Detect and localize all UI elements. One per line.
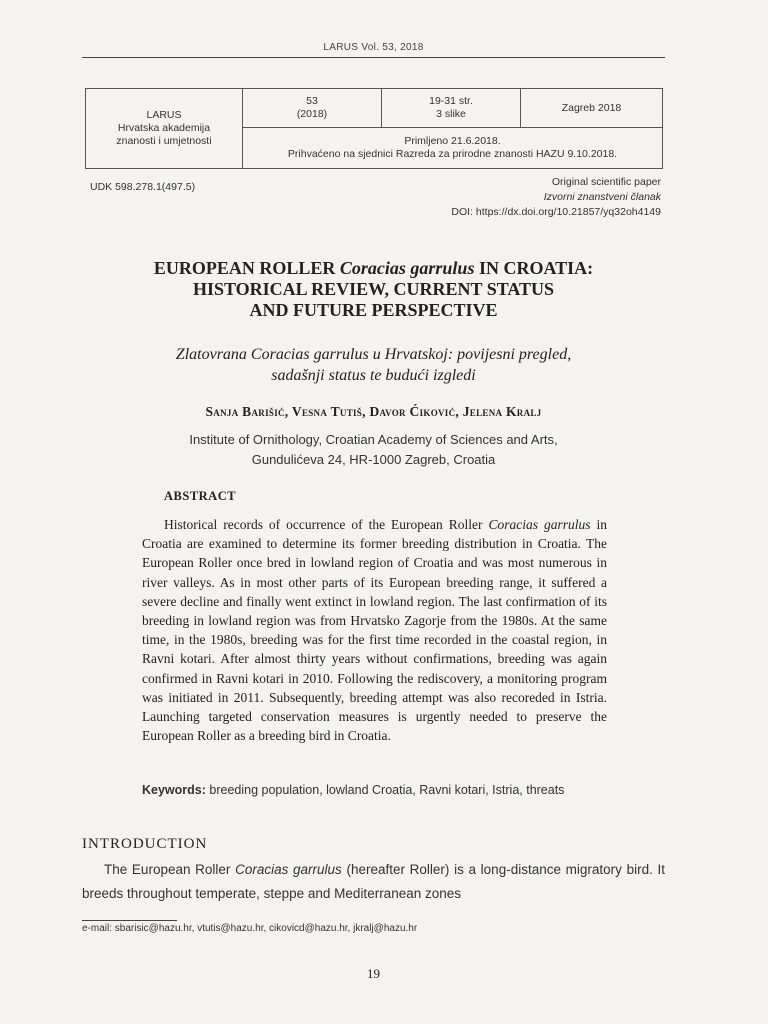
- abstract-text-start: Historical records of occurrence of the European Roller: [164, 517, 489, 532]
- paper-type-croatian: Izvorni znanstveni članak: [543, 191, 661, 203]
- received-date: Primljeno 21.6.2018.: [404, 135, 501, 147]
- affiliation-line-2: Gundulićeva 24, HR-1000 Zagreb, Croatia: [251, 452, 496, 467]
- introduction-heading: INTRODUCTION: [82, 836, 208, 852]
- page-number: 19: [367, 966, 380, 981]
- article-title: [82, 258, 665, 321]
- volume-year: (2018): [296, 108, 328, 120]
- affiliation-line-1: Institute of Ornithology, Croatian Academy of Sciences and Arts,: [189, 432, 558, 447]
- running-head: LARUS Vol. 53, 2018: [323, 42, 424, 53]
- intro-species: Coracias garrulus: [235, 862, 342, 877]
- place-year-cell: [521, 89, 663, 128]
- subtitle-line-2: sadašnji status te budući izgledi: [271, 367, 476, 384]
- journal-publisher-line2: znanosti i umjetnosti: [116, 135, 212, 147]
- abstract-text: [142, 515, 607, 745]
- keywords: [142, 781, 607, 800]
- publication-info-table: [85, 88, 663, 169]
- udk-code: UDK 598.278.1(497.5): [90, 181, 196, 193]
- title-line-1: [82, 258, 665, 279]
- paper-type-english: Original scientific paper: [551, 176, 661, 188]
- volume-number: 53: [306, 95, 318, 107]
- page-range: 19-31 str.: [429, 95, 473, 107]
- paper-type-block: [451, 175, 661, 220]
- title-part-1: EUROPEAN ROLLER: [153, 258, 340, 278]
- footnote-emails: e-mail: sbarisic@hazu.hr, vtutis@hazu.hr, cikovicd@hazu.hr, jkralj@hazu.hr: [82, 923, 418, 934]
- intro-text-rest: (hereafter Roller) is a long-distance migratory bird. It breeds throughout temperate, steppe and Mediterranean zones: [82, 862, 666, 901]
- title-line-2: HISTORICAL REVIEW, CURRENT STATUS: [192, 279, 555, 299]
- journal-publisher-line1: Hrvatska akademija: [117, 122, 211, 134]
- title-line-3: AND FUTURE PERSPECTIVE: [249, 300, 498, 320]
- article-subtitle: [82, 344, 665, 386]
- pages-cell: [382, 89, 521, 128]
- intro-text-start: The European Roller: [104, 862, 236, 877]
- affiliation: [82, 430, 665, 470]
- volume-cell: [243, 89, 382, 128]
- title-part-2: IN CROATIA:: [474, 258, 594, 278]
- keywords-label: Keywords:: [142, 783, 206, 797]
- title-species: Coracias garrulus: [339, 258, 475, 278]
- footnote-rule: [82, 920, 177, 921]
- journal-name: LARUS: [146, 109, 182, 121]
- introduction-text: [82, 858, 665, 906]
- doi-link[interactable]: DOI: https://dx.doi.org/10.21857/yq32oh4149: [451, 206, 661, 218]
- place-year: Zagreb 2018: [561, 101, 622, 114]
- abstract-heading: ABSTRACT: [164, 489, 237, 503]
- author-list: Sanja Barišić, Vesna Tutiš, Davor Ćiković, Jelena Kralj: [205, 404, 542, 419]
- keywords-text: breeding population, lowland Croatia, Ravni kotari, Istria, threats: [205, 783, 565, 797]
- dates-cell: [243, 128, 663, 169]
- accepted-date: Prihvaćeno na sjednici Razreda za prirodne znanosti HAZU 9.10.2018.: [287, 148, 618, 160]
- header-rule: [82, 57, 665, 58]
- subtitle-line-1: Zlatovrana Coracias garrulus u Hrvatskoj: povijesni pregled,: [175, 346, 572, 363]
- abstract-species: Coracias garrulus: [488, 517, 591, 532]
- abstract-text-rest: in Croatia are examined to determine its former breeding distribution in Croatia. The European Roller once bred in lowland region of Croatia and was most numerous in river valleys. As in most other parts of its European breeding range, it suffered a severe decline and finally went extinct in lowland region. The last confirmation of its breeding in lowland region was from Hrvatsko Zagorje from the 1980s. At the same time, in the 1980s, breeding was for the first time recorded in the coastal region, in Ravni kotari. After almost thirty years without confirmations, breeding was again confirmed in Ravni kotari in 2010. Following the rediscovery, a monitoring program was initiated in 2011. Subsequently, breeding attempt was also recoreded in Istria. Launching targeted conservation measures is urgently needed to preserve the European Roller as a breeding bird in Croatia.: [142, 517, 607, 744]
- figure-count: 3 slike: [436, 108, 466, 120]
- journal-cell: [86, 89, 243, 169]
